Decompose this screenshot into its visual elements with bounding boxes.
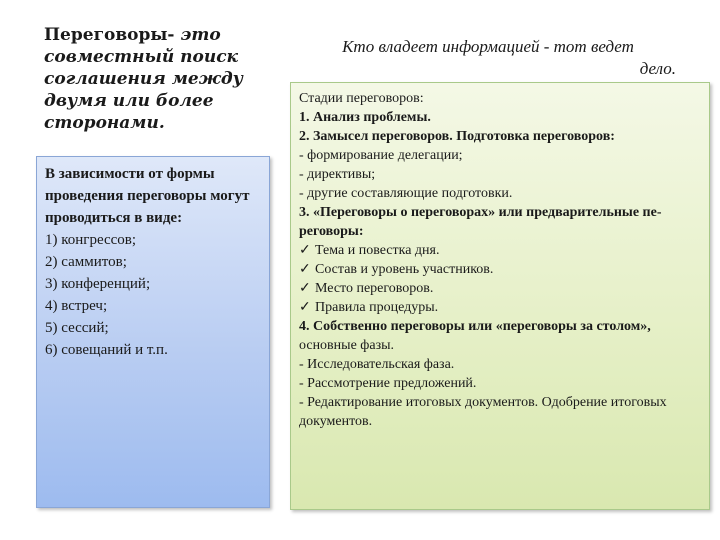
stage-3-checklist-item [299,241,701,260]
form-item: 5) сессий; [45,320,109,336]
stage-4-item: - Рассмотрение предложений. [299,376,477,391]
stage-3-checklist-item [299,279,701,298]
right-title-line2: дело. [639,59,676,78]
stage-4-rest: основные фазы. [299,338,394,353]
checklist-text: Место переговоров. [315,281,434,296]
stage-4 [299,317,701,355]
stage-3-checklist-item [299,298,701,317]
stage-2-item: - другие составляющие подготовки. [299,186,513,201]
stage-2-item: - директивы; [299,167,376,182]
negotiation-stages-box [290,82,710,510]
form-item: 6) совещаний и т.п. [45,342,168,358]
stage-1: 1. Анализ проблемы. [299,110,431,125]
form-item: 2) саммитов; [45,254,127,270]
stages-heading: Стадии переговоров: [299,91,424,106]
stage-2-item: - формирование делегации; [299,148,463,163]
stage-2: 2. Замысел переговоров. Подготовка переговоров: [299,129,615,144]
left-title [44,24,274,134]
stage-3: 3. «Переговоры о переговорах» или предварительные пе-реговоры: [299,205,662,239]
form-item: 1) конгрессов; [45,232,137,248]
checklist-text: Правила процедуры. [315,300,439,315]
stage-4-item: - Исследовательская фаза. [299,357,455,372]
negotiation-forms-box [36,156,270,508]
stage-4-item: - Редактирование итоговых документов. Одобрение итоговых документов. [299,395,667,429]
checklist-text: Тема и повестка дня. [315,243,440,258]
form-item: 4) встреч; [45,298,108,314]
stage-3-checklist-item [299,260,701,279]
forms-intro: В зависимости от формы проведения переговоры могут проводиться в виде: [45,166,250,226]
checklist-text: Состав и уровень участников. [315,262,494,277]
left-title-rest: это совместный поиск соглашения между двумя или более сторонами. [44,25,243,133]
stage-4-title: 4. Собственно переговоры или «переговоры за столом», [299,319,651,334]
right-title [300,36,676,80]
form-item: 3) конференций; [45,276,151,292]
right-title-line1: Кто владеет информацией - тот ведет [342,37,634,56]
left-title-head: Переговоры- [44,25,175,45]
